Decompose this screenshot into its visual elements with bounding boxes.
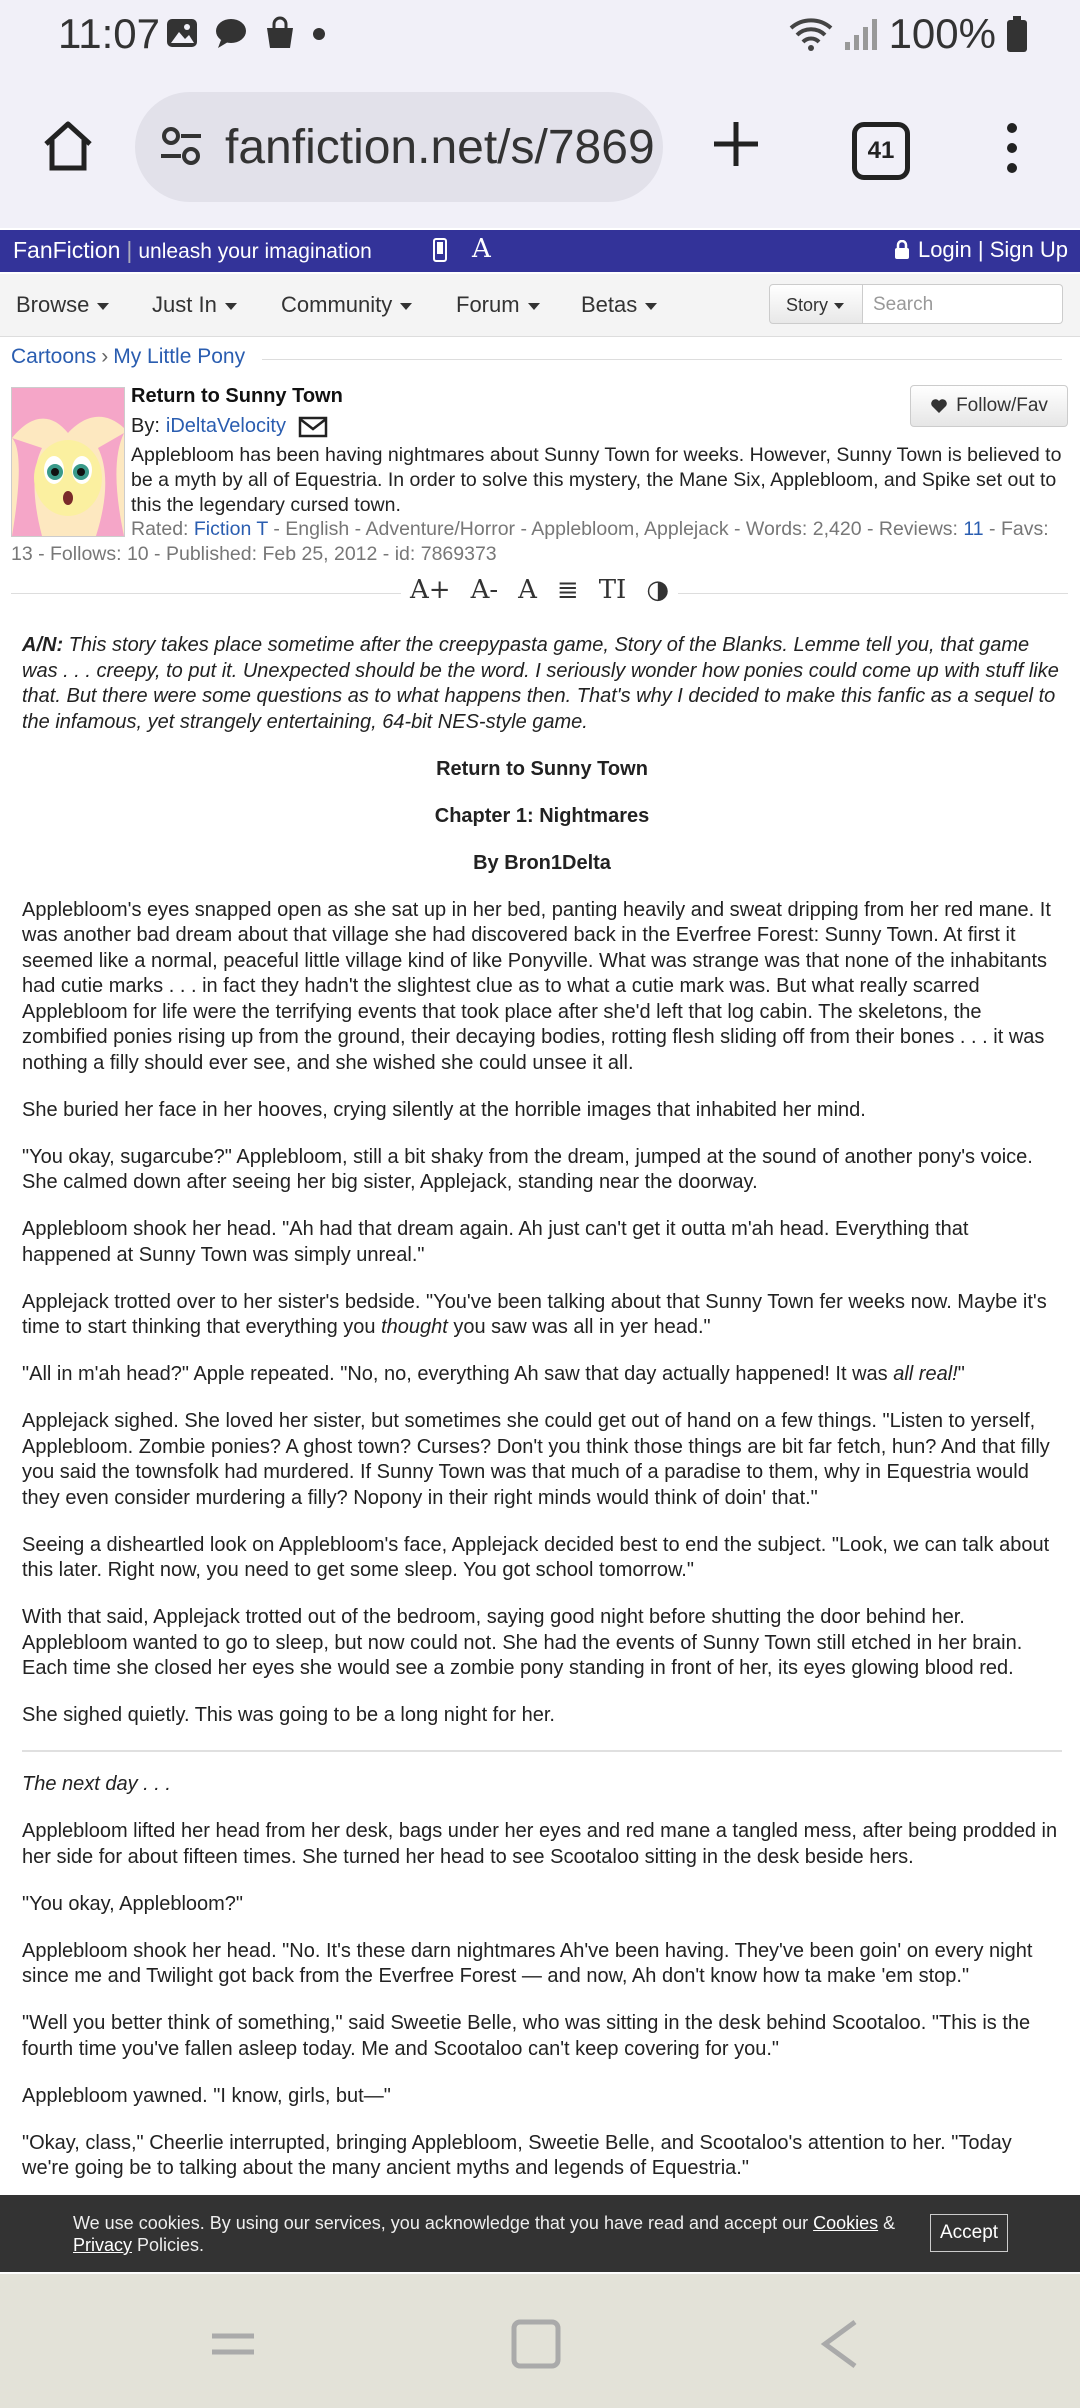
nav-betas[interactable]: Betas [581,292,657,318]
story-title: Return to Sunny Town [131,385,343,407]
chevron-down-icon [834,303,844,309]
chevron-down-icon [400,303,412,310]
cookies-link[interactable]: Cookies [813,2213,879,2233]
paragraph: With that said, Applejack trotted out of the bedroom, saying good night before shutting the door behind her. Applebloom wanted to go to sleep, but now could not. She had the events of Sunny Town still etched in her brain. Each time she closed her eyes she would see a zombie pony standing in front of her, its eyes glowing blood red. [22,1606,1023,1679]
site-logo[interactable]: FanFiction [13,237,121,263]
text-spacing-button[interactable]: TI [598,575,627,605]
address-bar[interactable] [135,92,663,202]
browser-toolbar [0,70,1080,228]
breadcrumb-fandom[interactable]: My Little Pony [113,345,246,368]
scene-break: The next day . . . [22,1773,171,1795]
signal-icon [843,16,879,52]
font-type-button[interactable]: A [518,575,537,605]
story-text [22,633,1062,2203]
home-icon[interactable] [40,120,96,172]
recents-icon[interactable] [206,2318,260,2368]
more-menu-icon[interactable] [1000,122,1024,174]
site-header: FanFiction | unleash your imagination A Login | Sign Up [0,230,1080,272]
paragraph: Applebloom shook her head. "No. It's these darn nightmares Ah've been having. They've been goin' on every night since me and Twilight got back from the Everfree Forest — and now, Ah don't know how ta make 'em stop." [22,1939,1033,1987]
mobile-icon[interactable] [432,238,448,262]
paragraph: Applejack sighed. She loved her sister, but sometimes she could get out of hand on a few things. "Listen to yerself, Applebloom. Zombie ponies? A ghost town? Curses? Don't you think those things are bit far fetch, hun? And that filly you said the townsfolk had murdered. If Sunny Town was that much of a paradise to them, why in Equestria would they even consider murdering a filly? Nopony in their right minds would think of doin' that." [22,1410,1050,1509]
heart-icon [930,398,948,414]
chevron-down-icon [528,303,540,310]
story-meta: Rated: Fiction T - English - Adventure/Horror - Applebloom, Applejack - Words: 2,420 - Reviews: 11 - Favs: 13 - Follows: 10 - Published: Feb 25, 2012 - id: 7869373 [11,518,1049,565]
paragraph: "You okay, Applebloom?" [22,1892,244,1915]
chevron-right-icon: › [101,345,109,368]
chevron-down-icon [225,303,237,310]
site-settings-icon[interactable] [157,122,205,170]
home-button-icon[interactable] [510,2318,562,2370]
mail-icon[interactable] [298,416,328,438]
cookie-text: We use cookies. By using our services, you acknowledge that you have read and accept our Cookies & Privacy Policies. [73,2213,896,2255]
paragraph: Seeing a disheartled look on Applebloom's face, Applejack decided best to end the subject. "Look, we can talk about this later. Right now, you need to get some sleep. You got school tomorrow." [22,1533,1050,1581]
paragraph: Applebloom yawned. "I know, girls, but—" [22,2084,391,2107]
nav-forum[interactable]: Forum [456,292,540,318]
reviews-link[interactable]: 11 [963,518,984,540]
nav-community[interactable]: Community [281,292,412,318]
paragraph: Applebloom shook her head. "Ah had that dream again. Ah just can't get it outta m'ah head. Everything that happened at Sunny Town was simply unreal." [22,1218,969,1266]
chapter-author: By Bron1Delta [473,851,611,874]
cookie-banner [0,2195,1080,2272]
font-increase-button[interactable]: A+ [410,575,451,605]
url-text[interactable]: fanfiction.net/s/7869 [225,121,655,174]
author-link[interactable]: iDeltaVelocity [165,415,286,437]
paragraph: She sighed quietly. This was going to be a long night for her. [22,1704,555,1726]
story-byline: By: iDeltaVelocity [131,415,328,438]
back-icon[interactable] [815,2318,865,2370]
breadcrumb-category[interactable]: Cartoons [11,345,97,368]
breadcrumb [11,345,245,369]
follow-fav-button[interactable]: Follow/Fav [910,385,1068,427]
dot-icon [311,16,327,50]
image-icon [165,16,199,50]
new-tab-icon[interactable] [706,114,766,174]
paragraph: Applebloom's eyes snapped open as she sat up in her bed, panting heavily and sweat dripping from her red mane. It was another bad dream about that village she had discovered back in the Everfree Forest: Sunny Town. At first it seemed like a normal, peaceful little village kind of like Ponyville. What was strange was that none of the inhabitants had cutie marks . . . in fact they hadn't the slightest clue as to what a cutie mark was. But what really scarred Applebloom for life were the terrifying events that took place after she'd left that log cabin. The skeletons, the zombified ponies rising up from the ground, their decaying bodies, rotting flesh sliding off from their bones . . . it was nothing a filly should ever see, and she wished she could unsee it all. [22,898,1051,1074]
font-icon[interactable]: A [472,234,491,264]
story-summary: Applebloom has been having nightmares about Sunny Town for weeks. However, Sunny Town is believed to be a myth by all of Equestria. In order to solve this mystery, the Mane Six, Applebloom, and Spike set out to this the legendary cursed town. [131,444,1062,516]
privacy-link[interactable]: Privacy [73,2235,133,2255]
authors-note: A/N: This story takes place sometime after the creepypasta game, Story of the Blanks. Lemme tell you, that game was . . . creepy, to put it. Unexpected should be the word. I seriously wonder how ponies could come up with stuff like that. But there were some questions as to what happens then. That's why I decided to make this fanfic as a sequel to the infamous, yet strangely entertaining, 64-bit NES-style game. [22,634,1059,733]
paragraph: "All in m'ah head?" Apple repeated. "No, no, everything Ah saw that day actually happened! It was all real!" [22,1363,965,1385]
rating-link[interactable]: Fiction T [193,518,268,540]
accept-cookies-button[interactable]: Accept [930,2214,1008,2252]
nav-just-in[interactable]: Just In [152,292,237,318]
paragraph: "Well you better think of something," said Sweetie Belle, who was sitting in the desk behind Scootaloo. "This is the fourth time you've fallen asleep today. Me and Scootaloo can't keep covering for you." [22,2012,1031,2060]
status-time: 11:07 [58,10,160,57]
story-cover-image[interactable] [11,387,125,537]
shopping-bag-icon [263,16,297,50]
chapter-title: Chapter 1: Nightmares [434,804,650,827]
battery-icon [1006,15,1028,53]
contrast-button[interactable]: ◑ [646,575,670,605]
text-width-button[interactable]: ≣ [556,575,579,605]
site-tagline: unleash your imagination [138,240,372,263]
login-signup-link[interactable]: Login | Sign Up [917,237,1068,262]
lock-icon [894,240,910,260]
search-input[interactable]: Search [863,284,1063,324]
chevron-down-icon [645,303,657,310]
reader-tools [410,575,669,605]
chapter-story-title: Return to Sunny Town [436,757,648,780]
nav-browse[interactable]: Browse [16,292,109,318]
main-nav [0,274,1080,337]
paragraph: "You okay, sugarcube?" Applebloom, still a bit shaky from the dream, jumped at the sound of another pony's voice. She calmed down after seeing her big sister, Applejack, standing near the doorway. [22,1145,1033,1193]
section-divider [22,1750,1062,1752]
tab-switcher-button[interactable]: 41 [852,122,910,180]
paragraph: "Okay, class," Cheerlie interrupted, bringing Applebloom, Sweetie Belle, and Scootaloo's attention to her. "Today we're going be to talking about the many ancient myths and legends of Equestria." [22,2131,1012,2179]
status-bar [0,0,1080,70]
paragraph: She buried her face in her hooves, crying silently at the horrible images that inhabited her mind. [22,1098,866,1121]
wifi-icon [789,16,833,52]
battery-percent: 100% [888,10,996,57]
paragraph: Applebloom lifted her head from her desk, bags under her eyes and red mane a tangled mess, after being prodded in her side for about fifteen times. She turned her head to see Scootaloo sitting in the desk beside hers. [22,1820,1058,1868]
chevron-down-icon [97,303,109,310]
font-decrease-button[interactable]: A- [470,575,499,605]
paragraph: Applejack trotted over to her sister's bedside. "You've been talking about that Sunny Town fer weeks now. Maybe it's time to start thinking that everything you thought you saw was all in yer head." [22,1290,1047,1338]
search-type-select[interactable]: Story [769,284,863,324]
chat-icon [213,16,249,50]
system-navigation-bar [0,2274,1080,2408]
